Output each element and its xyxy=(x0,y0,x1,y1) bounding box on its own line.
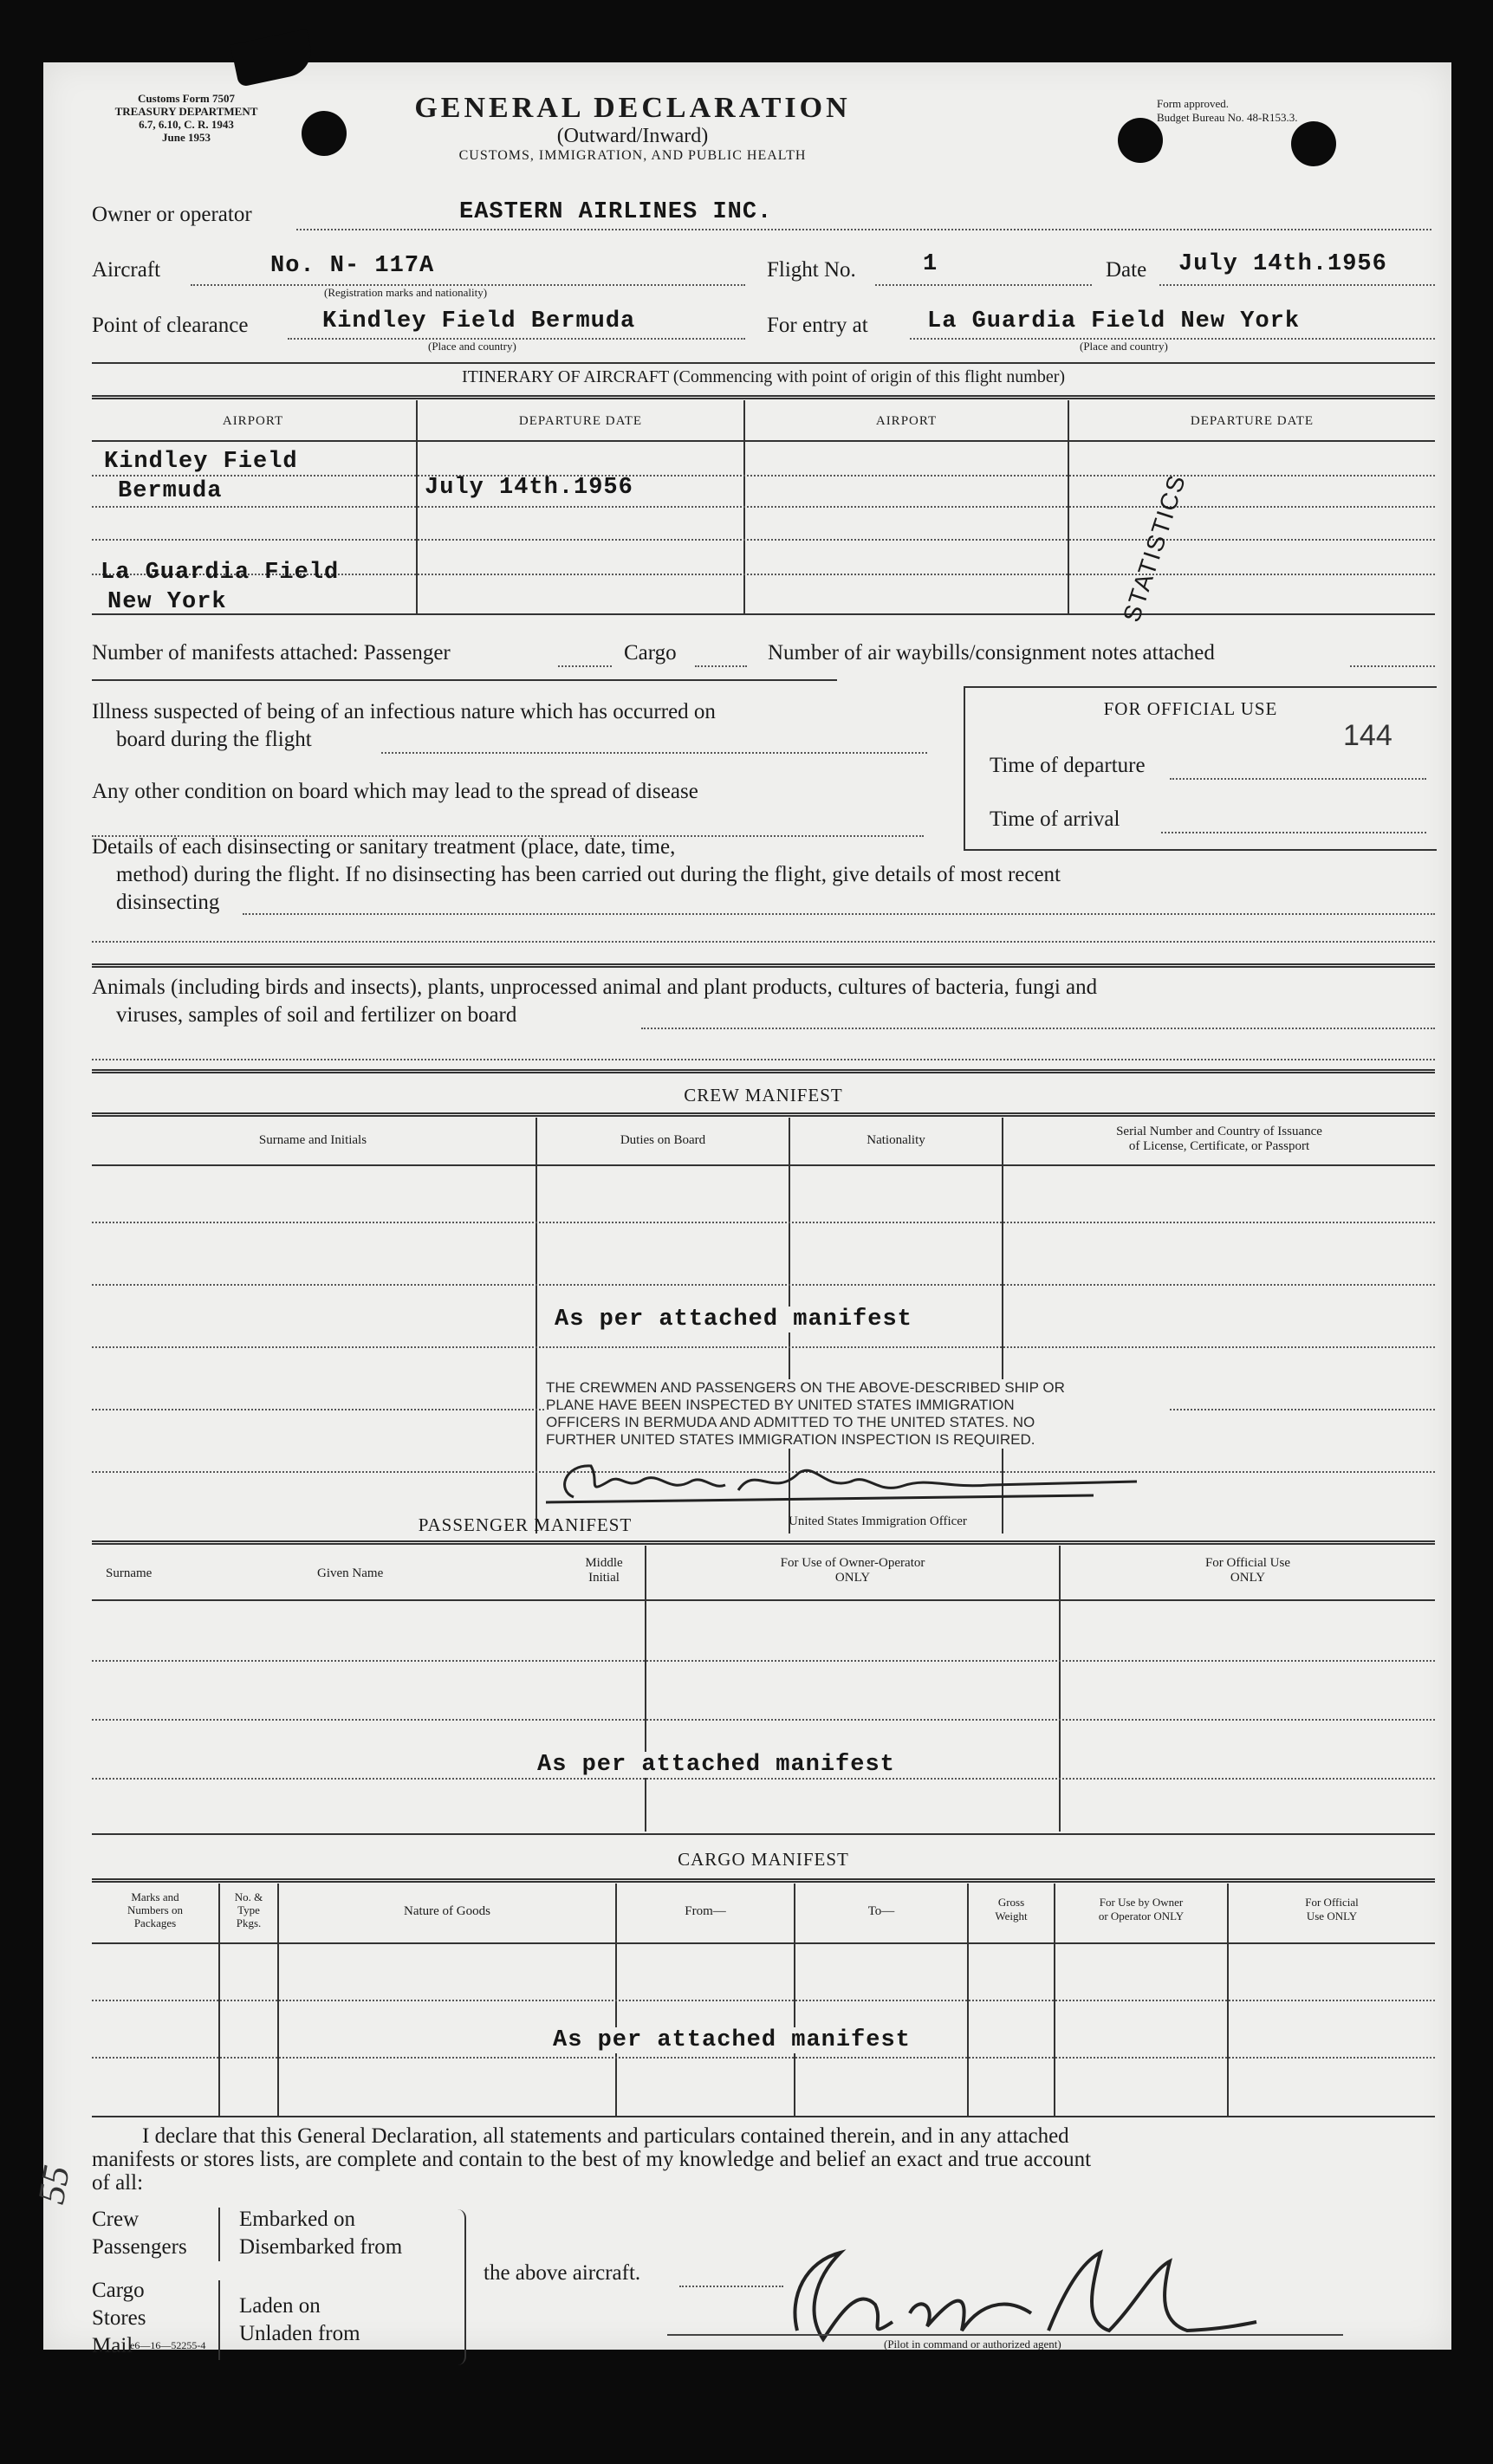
passenger-manifest-heading: PASSENGER MANIFEST xyxy=(418,1514,633,1535)
torn-corner xyxy=(230,29,315,88)
treasury-department: TREASURY DEPARTMENT xyxy=(114,105,258,118)
itinerary-row2-line2: New York xyxy=(107,589,227,615)
stamp-line-4: FURTHER UNITED STATES IMMIGRATION INSPECTION IS REQUIRED. xyxy=(546,1431,1035,1448)
entry-value: La Guardia Field New York xyxy=(927,308,1301,334)
manifest-cargo-label: Cargo xyxy=(624,641,677,665)
passenger-col-official xyxy=(1061,1556,1435,1585)
cargo-col-official-2: Use ONLY xyxy=(1306,1910,1358,1923)
passenger-col-middle-1: Middle xyxy=(585,1556,623,1570)
cargo-manifest-heading: CARGO MANIFEST xyxy=(678,1849,849,1870)
form-approved: Form approved. xyxy=(1157,97,1230,110)
page-title: GENERAL DECLARATION xyxy=(414,92,851,124)
official-use-number: 144 xyxy=(1343,719,1392,752)
aircraft-label: Aircraft xyxy=(92,258,161,282)
itinerary-row1-line1: Kindley Field xyxy=(104,449,298,475)
passenger-col-owner-1: For Use of Owner-Operator xyxy=(780,1556,925,1570)
cargo-col-gross-1: Gross xyxy=(997,1896,1025,1909)
declaration-form xyxy=(29,62,1451,2357)
cargo-col-gross xyxy=(969,1896,1054,1923)
cargo-col-owner-2: or Operator ONLY xyxy=(1098,1910,1185,1923)
page-subtitle: (Outward/Inward) xyxy=(556,125,709,147)
date-value: July 14th.1956 xyxy=(1178,251,1387,277)
revision-date: June 1953 xyxy=(162,131,211,144)
crew-col-surname: Surname and Initials xyxy=(258,1133,367,1147)
passenger-col-official-2: ONLY xyxy=(1230,1571,1266,1585)
official-use-heading: FOR OFFICIAL USE xyxy=(1103,698,1278,719)
print-code: e6—16—52255-4 xyxy=(130,2339,206,2351)
itinerary-col-airport-2: AIRPORT xyxy=(875,414,938,428)
passenger-col-middle xyxy=(563,1556,645,1585)
aircraft-hint: (Registration marks and nationality) xyxy=(324,286,488,299)
cargo-col-official xyxy=(1229,1896,1435,1923)
cargo-col-to: To— xyxy=(867,1904,895,1918)
cargo-col-number-2: Type xyxy=(237,1903,260,1916)
declaration-line-1: I declare that this General Declaration, all statements and particulars contained therein, and in any attached xyxy=(142,2124,1069,2148)
cargo-col-marks xyxy=(92,1890,218,1929)
date-label: Date xyxy=(1106,258,1147,282)
cargo-col-gross-2: Weight xyxy=(995,1910,1028,1923)
cargo-col-from: From— xyxy=(685,1904,726,1918)
passenger-col-owner-2: ONLY xyxy=(834,1571,871,1585)
itinerary-heading: ITINERARY OF AIRCRAFT (Commencing with point of origin of this flight number) xyxy=(461,367,1066,386)
agencies-line: CUSTOMS, IMMIGRATION, AND PUBLIC HEALTH xyxy=(458,148,807,163)
disinsecting-line-1: Details of each disinsecting or sanitary treatment (place, date, time, xyxy=(92,835,676,859)
declaration-line-2: manifests or stores lists, are complete and contain to the best of my knowledge and belief an exact and true account xyxy=(92,2148,1092,2171)
cargo-col-number xyxy=(220,1890,277,1929)
stamp-line-3: OFFICERS IN BERMUDA AND ADMITTED TO THE UNITED STATES. NO xyxy=(546,1414,1035,1430)
passenger-col-middle-2: Initial xyxy=(588,1571,620,1585)
itinerary-row2-airport xyxy=(101,558,339,617)
cargo-col-number-1: No. & xyxy=(234,1890,263,1903)
illness-line-1: Illness suspected of being of an infectious nature which has occurred on xyxy=(92,700,716,723)
statistics-stamp: STATISTICS xyxy=(1118,470,1191,626)
crew-col-serial xyxy=(1003,1125,1435,1154)
crew-col-nationality: Nationality xyxy=(867,1133,925,1147)
cfr-reference: 6.7, 6.10, C. R. 1943 xyxy=(139,118,234,131)
waybills-label: Number of air waybills/consignment notes attached xyxy=(768,641,1215,665)
embark-labels xyxy=(239,2206,402,2261)
disembarked-label: Disembarked from xyxy=(239,2235,403,2259)
form-number: Customs Form 7507 xyxy=(138,92,235,105)
crew-col-serial-1: Serial Number and Country of Issuance xyxy=(1116,1125,1322,1138)
cargo-label: Cargo xyxy=(92,2279,145,2302)
crew-manifest-note: As per attached manifest xyxy=(551,1307,916,1333)
passenger-col-given: Given Name xyxy=(317,1566,384,1580)
punch-hole xyxy=(302,111,347,156)
mail-label: Mail xyxy=(92,2334,133,2357)
passenger-col-surname: Surname xyxy=(106,1566,153,1580)
itinerary-row2-line1: La Guardia Field xyxy=(101,560,340,586)
cargo-col-owner xyxy=(1055,1896,1227,1923)
stamp-line-1: THE CREWMEN AND PASSENGERS ON THE ABOVE-DESCRIBED SHIP OR xyxy=(546,1379,1065,1396)
budget-bureau: Budget Bureau No. 48-R153.3. xyxy=(1157,111,1298,124)
itinerary-col-departure-2: DEPARTURE DATE xyxy=(1190,414,1314,428)
animals-line-1: Animals (including birds and insects), plants, unprocessed animal and plant products, cultures of bacteria, fungi and xyxy=(92,976,1098,999)
crew-col-duties: Duties on Board xyxy=(620,1133,706,1147)
cargo-col-official-1: For Official xyxy=(1305,1896,1359,1909)
entry-hint: (Place and country) xyxy=(1080,340,1168,353)
crew-label: Crew xyxy=(92,2208,140,2231)
declaration-line-3: of all: xyxy=(92,2171,144,2195)
cargo-col-marks-3: Packages xyxy=(133,1916,177,1929)
manifest-passenger-label: Number of manifests attached: Passenger xyxy=(92,641,451,665)
disinsecting-line-3: disinsecting xyxy=(116,891,220,914)
passengers-label: Passengers xyxy=(92,2235,187,2259)
itinerary-row1-airport xyxy=(104,447,298,506)
pilot-caption: (Pilot in command or authorized agent) xyxy=(884,2338,1061,2351)
people-labels xyxy=(92,2206,187,2261)
clearance-hint: (Place and country) xyxy=(428,340,516,353)
cargo-col-marks-1: Marks and xyxy=(131,1890,179,1903)
illness-line-2: board during the flight xyxy=(116,728,312,751)
condition-question: Any other condition on board which may lead to the spread of disease xyxy=(92,780,941,804)
declaration-text xyxy=(92,2124,1444,2195)
embarked-label: Embarked on xyxy=(239,2208,355,2231)
animals-line-2: viruses, samples of soil and fertilizer on board xyxy=(116,1003,517,1027)
clearance-value: Kindley Field Bermuda xyxy=(322,308,636,334)
cargo-col-number-3: Pkgs. xyxy=(236,1916,262,1929)
cargo-col-owner-1: For Use by Owner xyxy=(1099,1896,1184,1909)
passenger-col-official-1: For Official Use xyxy=(1204,1556,1291,1570)
flight-label: Flight No. xyxy=(767,258,856,282)
itinerary-row1-date: July 14th.1956 xyxy=(425,475,633,501)
immigration-officer-caption: United States Immigration Officer xyxy=(789,1514,967,1528)
crew-manifest-heading: CREW MANIFEST xyxy=(684,1085,843,1106)
owner-value: EASTERN AIRLINES INC. xyxy=(459,199,773,225)
above-aircraft-label: the above aircraft. xyxy=(484,2261,641,2285)
cargo-col-marks-2: Numbers on xyxy=(127,1903,183,1916)
disinsecting-line-2: method) during the flight. If no disinsecting has been carried out during the flight, give details of most recent xyxy=(116,863,1061,886)
crew-col-serial-2: of License, Certificate, or Passport xyxy=(1128,1139,1310,1153)
disinsecting-question xyxy=(92,833,1435,917)
immigration-signature xyxy=(539,1456,1146,1508)
itinerary-row1-line2: Bermuda xyxy=(118,478,223,504)
cargo-col-nature: Nature of Goods xyxy=(404,1904,490,1918)
time-of-departure-label: Time of departure xyxy=(990,754,1146,777)
illness-question xyxy=(92,698,924,754)
stamp-line-2: PLANE HAVE BEEN INSPECTED BY UNITED STATES IMMIGRATION xyxy=(546,1397,1015,1413)
punch-hole xyxy=(1291,121,1336,166)
margin-note: 55 xyxy=(29,2162,78,2208)
flight-value: 1 xyxy=(923,251,938,277)
owner-label: Owner or operator xyxy=(92,203,252,226)
time-of-arrival-label: Time of arrival xyxy=(990,807,1120,831)
cargo-manifest-note: As per attached manifest xyxy=(549,2027,914,2053)
passenger-col-owner xyxy=(646,1556,1059,1585)
laden-label: Laden on xyxy=(239,2294,321,2318)
itinerary-col-departure-1: DEPARTURE DATE xyxy=(518,414,643,428)
unladen-label: Unladen from xyxy=(239,2322,360,2345)
itinerary-col-airport-1: AIRPORT xyxy=(222,414,284,428)
immigration-stamp xyxy=(546,1379,1170,1449)
stores-label: Stores xyxy=(92,2306,146,2330)
passenger-manifest-note: As per attached manifest xyxy=(534,1752,899,1778)
animals-question xyxy=(92,974,1444,1029)
entry-label: For entry at xyxy=(767,314,868,337)
aircraft-value: No. N- 117A xyxy=(270,253,435,279)
laden-labels xyxy=(239,2292,360,2348)
clearance-label: Point of clearance xyxy=(92,314,249,337)
